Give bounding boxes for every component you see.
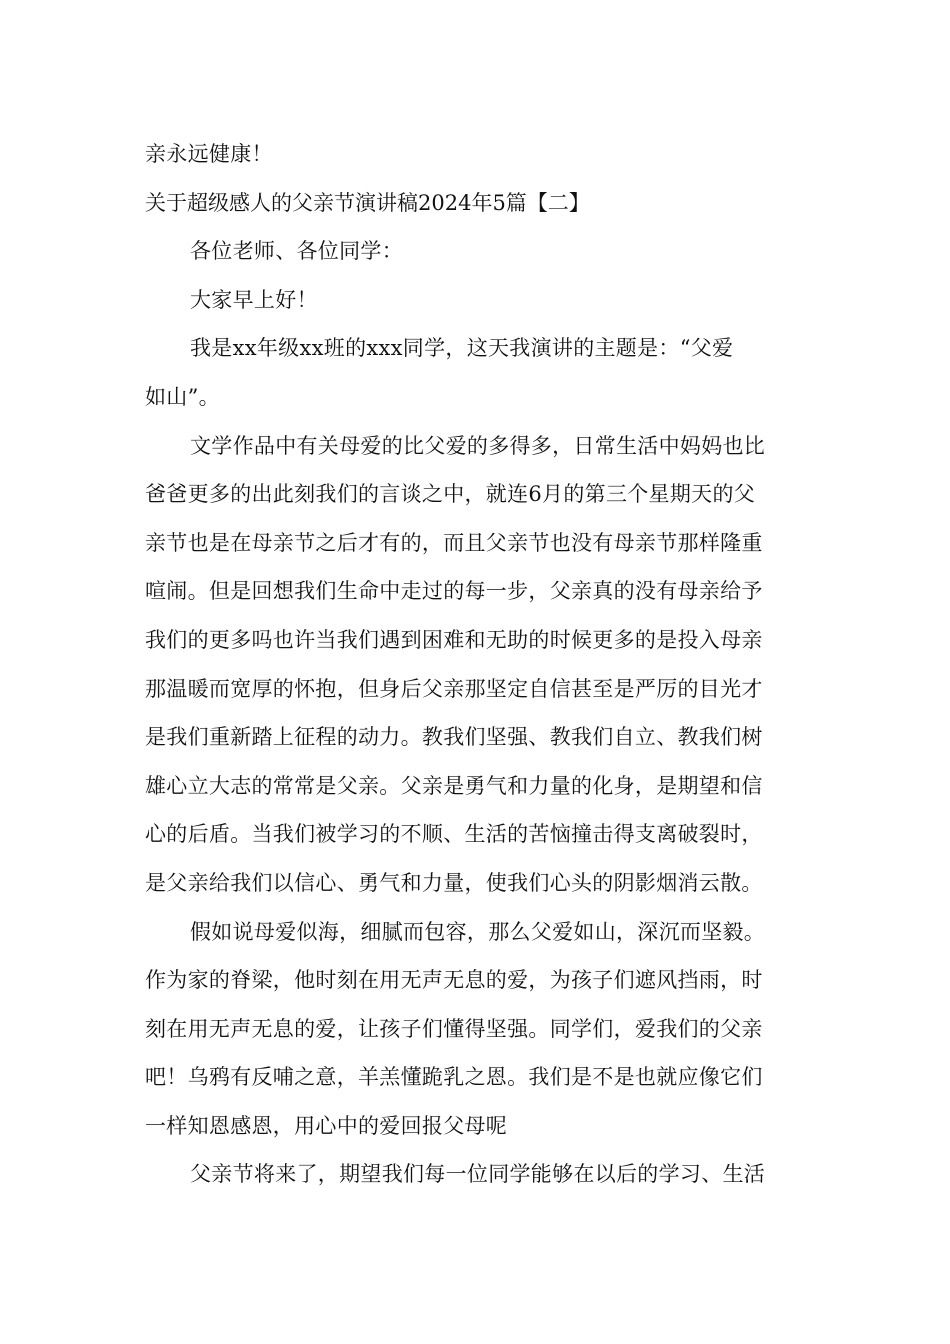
paragraph-line: 爸爸更多的出此刻我们的言谈之中，就连6月的第三个星期天的父 xyxy=(145,482,756,507)
paragraph-line: 喧闹。但是回想我们生命中走过的每一步，父亲真的没有母亲给予 xyxy=(145,579,763,604)
paragraph-line: 那温暖而宽厚的怀抱，但身后父亲那坚定自信甚至是严厉的目光才 xyxy=(145,676,763,701)
greeting: 大家早上好！ xyxy=(190,287,318,312)
salutation: 各位老师、各位同学： xyxy=(190,239,403,264)
paragraph-3 xyxy=(145,908,807,1151)
paragraph-line: 心的后盾。当我们被学习的不顺、生活的苦恼撞击得支离破裂时， xyxy=(145,822,763,847)
paragraph-line: 父亲节将来了，期望我们每一位同学能够在以后的学习、生活 xyxy=(190,1162,766,1187)
paragraph-line: 刻在用无声无息的爱，让孩子们懂得坚强。同学们，爱我们的父亲 xyxy=(145,1016,763,1041)
paragraph-line: 是我们重新踏上征程的动力。教我们坚强、教我们自立、教我们树 xyxy=(145,725,763,750)
document-page xyxy=(145,130,807,1199)
section-heading: 关于超级感人的父亲节演讲稿2024年5篇【二】 xyxy=(145,190,590,215)
paragraph-4 xyxy=(145,1150,807,1199)
paragraph-line: 亲节也是在母亲节之后才有的，而且父亲节也没有母亲节那样隆重 xyxy=(145,530,763,555)
continuation-text: 亲永远健康！ xyxy=(145,142,273,166)
paragraph-line: 作为家的脊梁，他时刻在用无声无息的爱，为孩子们遮风挡雨，时 xyxy=(145,968,763,993)
paragraph-line: 一样知恩感恩，用心中的爱回报父母呢 xyxy=(145,1113,508,1138)
paragraph-line: 雄心立大志的常常是父亲。父亲是勇气和力量的化身，是期望和信 xyxy=(145,773,763,798)
paragraph-line: 是父亲给我们以信心、勇气和力量，使我们心头的阴影烟消云散。 xyxy=(145,870,763,895)
paragraph-1 xyxy=(145,324,807,421)
paragraph-line: 我们的更多吗也许当我们遇到困难和无助的时候更多的是投入母亲 xyxy=(145,627,763,652)
paragraph-line: 如山”。 xyxy=(145,384,220,409)
paragraph-line: 我是xx年级xx班的xxx同学，这天我演讲的主题是：“父爱 xyxy=(190,336,734,361)
paragraph-line: 文学作品中有关母爱的比父爱的多得多，日常生活中妈妈也比 xyxy=(190,433,766,458)
paragraph-line: 吧！乌鸦有反哺之意，羊羔懂跪乳之恩。我们是不是也就应像它们 xyxy=(145,1065,763,1090)
paragraph-line: 假如说母爱似海，细腻而包容，那么父爱如山，深沉而坚毅。 xyxy=(190,919,766,944)
paragraph-2 xyxy=(145,422,807,908)
